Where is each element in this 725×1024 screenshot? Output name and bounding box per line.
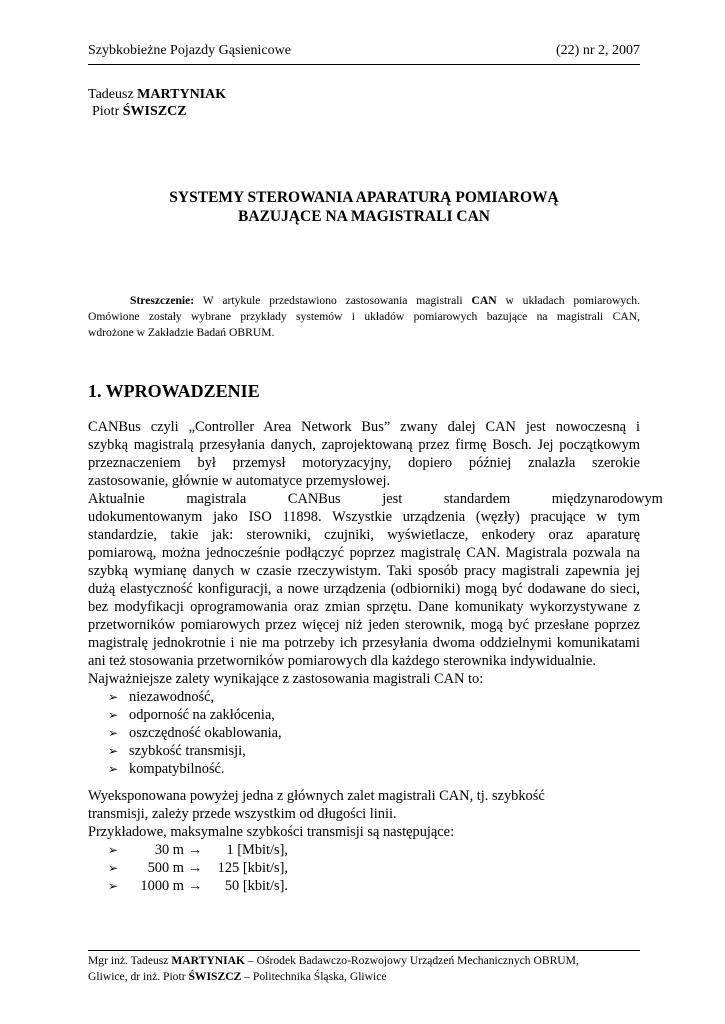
author-first-name: Piotr [92,104,120,119]
list-item-text: szybkość transmisji, [129,743,246,759]
bullet-arrow-icon: ➢ [108,744,119,758]
transmission-rate: 125 [kbit/s], [217,860,288,876]
affiliation-name: ŚWISZCZ [188,970,242,983]
text-line [88,418,640,436]
author-affiliations [88,953,640,985]
paragraph-2 [88,490,663,670]
bullet-arrow-icon: ➢ [108,861,119,875]
affiliation-text: – Ośrodek Badawczo-Rozwojowy Urządzeń Mechanicznych OBRUM, [245,954,579,967]
list-item [108,877,408,895]
text-line-content: Aktualnie magistrala CANBus jest standardem międzynarodowym [88,491,663,507]
paragraph-1 [88,418,640,490]
text-line: bez modyfikacji oprogramowania oraz zmian sprzętu. Dane komunikaty wykorzystywane z [88,599,640,615]
abstract-text: w układach pomiarowych. [496,294,641,307]
list-item [108,706,282,724]
author-1 [88,86,226,103]
text-line: szybką magistralą przesyłania danych, zaprojektowaną przez firmę Bosch. Jej początkowym [88,437,640,453]
list-item-text: odporność na zakłócenia, [129,707,275,723]
text-line: ani też stosowania przetworników pomiarowych dla każdego sterownika indywidualnie. [88,653,596,669]
text-line: przetworników pomiarowych przez więcej niż jeden sterownik, mogą być przesłane poprzez [88,617,640,633]
right-arrow-icon: → [188,878,203,894]
text-line: standardzie, takie jak: sterowniki, czujniki, wyświetlacze, enkodery oraz aparaturę [88,527,640,543]
text-line: Przykładowe, maksymalne szybkości transmisji są następujące: [88,824,455,840]
line-length: 30 m [154,842,184,858]
text-line: pomiarową, można jednocześnie podłączyć poprzez magistralę CAN. Magistrala pozwala na [88,545,640,561]
speed-list [108,841,408,895]
text-line: przeznaczeniem był przemysł motoryzacyjny, dopiero później znalazła szerokie [88,455,640,471]
text-line: zastosowanie, głównie w automatyce przemysłowej. [88,473,391,489]
advantages-list [108,688,282,778]
affiliation-text: – Politechnika Śląska, Gliwice [241,970,387,983]
bullet-arrow-icon: ➢ [108,879,119,893]
author-last-name: MARTYNIAK [137,87,227,102]
running-header [88,43,640,63]
abstract-line [88,293,640,309]
text-line [88,490,663,508]
journal-name: Szybkobieżne Pojazdy Gąsienicowe [88,43,291,58]
right-arrow-icon: → [188,842,203,858]
affiliation-text: Mgr inż. Tadeusz [88,954,172,967]
bullet-arrow-icon: ➢ [108,690,119,704]
bullet-arrow-icon: ➢ [108,843,119,857]
list-item [108,760,282,778]
text-line: udokumentowanym jako ISO 11898. Wszystkie urządzenia (węzły) pracujące w tym [88,509,640,525]
text-line: magistralę jednokrotnie i nie ma potrzeby ich przesyłania dwoma oddzielnymi komunikatami [88,635,640,651]
right-arrow-icon: → [188,860,203,876]
list-item [108,841,408,859]
abstract [88,293,640,341]
list-item [108,742,282,760]
affiliation-text: Gliwice, dr inż. Piotr [88,970,189,983]
abstract-line: Omówione zostały wybrane przykłady systemów i układów pomiarowych bazujące na magistrali CAN, [88,310,640,323]
author-list [88,86,226,120]
header-divider [88,64,640,65]
text-line-content: CANBus czyli „Controller Area Network Bus” zwany dalej CAN jest nowoczesną i [88,419,640,435]
advantages-intro: Najważniejsze zalety wynikające z zastosowania magistrali CAN to: [88,671,484,687]
title-line: SYSTEMY STEROWANIA APARATURĄ POMIAROWĄ [169,189,559,206]
transmission-rate: 50 [kbit/s]. [224,878,288,894]
abstract-label: Streszczenie: [130,294,195,307]
affiliation-line [88,969,640,985]
transmission-rate: 1 [Mbit/s], [226,842,288,858]
paper-title [88,188,640,226]
author-2 [88,103,226,120]
line-length: 500 m [147,860,184,876]
bullet-arrow-icon: ➢ [108,726,119,740]
list-item [108,724,282,742]
abstract-line: wdrożone w Zakładzie Badań OBRUM. [88,326,275,339]
text-line-content: Wyeksponowana powyżej jedna z głównych zalet magistrali CAN, tj. szybkość [88,788,545,804]
affiliation-line [88,953,640,969]
abstract-bold: CAN [471,294,497,307]
list-item-text: oszczędność okablowania, [129,725,282,741]
list-item-text: kompatybilność. [129,761,225,777]
abstract-text: W artykule przedstawiono zastosowania magistrali [194,294,472,307]
author-first-name: Tadeusz [88,87,134,102]
list-item-text: niezawodność, [129,689,215,705]
affiliation-name: MARTYNIAK [171,954,246,967]
author-last-name: ŚWISZCZ [122,104,187,119]
text-line: szybką wymianę danych w czasie rzeczywistym. Taki sposób pracy magistrali zapewnia jej [88,563,640,579]
text-line [88,787,640,805]
issue-number: (22) nr 2, 2007 [556,43,640,58]
bullet-arrow-icon: ➢ [108,708,119,722]
footnote-divider [88,950,640,951]
list-item [108,688,282,706]
text-line: transmisji, zależy przede wszystkim od długości linii. [88,806,397,822]
title-line: BAZUJĄCE NA MAGISTRALI CAN [238,208,490,225]
bullet-arrow-icon: ➢ [108,762,119,776]
list-item [108,859,408,877]
paragraph-4 [88,787,640,841]
line-length: 1000 m [140,878,184,894]
text-line: dużą elastyczność konfiguracji, a nowe urządzenia (odbiorniki) mogą być dodawane do sieci, [88,581,640,597]
section-heading: 1. WPROWADZENIE [88,381,260,401]
